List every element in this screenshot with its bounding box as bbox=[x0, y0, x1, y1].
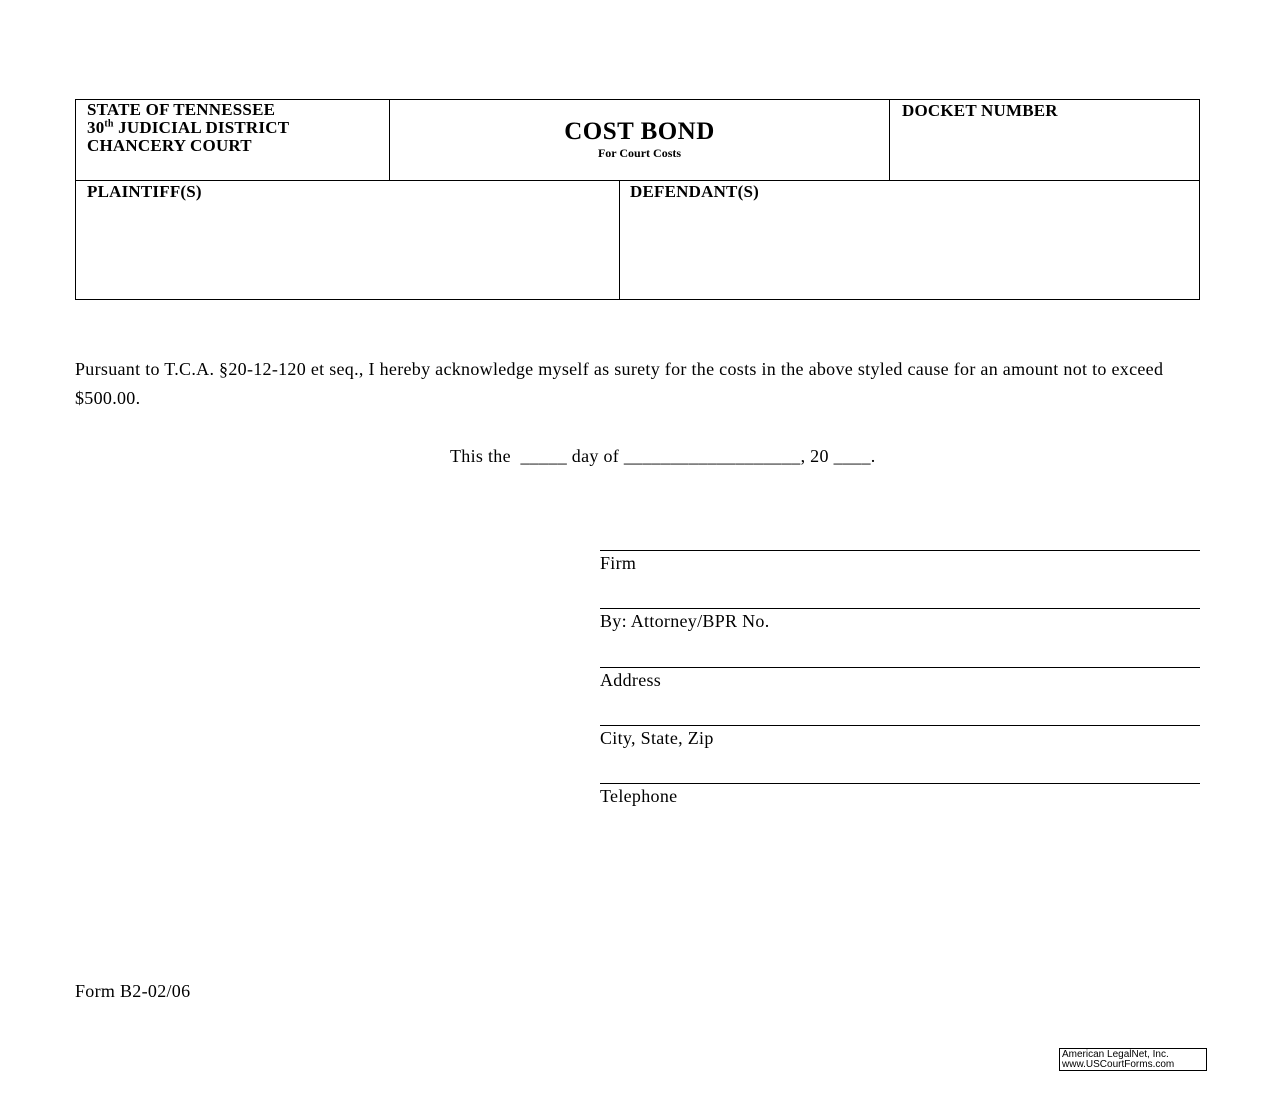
docket-number-label: DOCKET NUMBER bbox=[902, 101, 1058, 120]
publisher-name: American LegalNet, Inc. bbox=[1062, 1049, 1169, 1060]
court-district bbox=[87, 119, 387, 137]
city-state-zip-label: City, State, Zip bbox=[600, 728, 714, 748]
form-title: COST BOND bbox=[564, 118, 715, 145]
caption-table bbox=[75, 99, 1200, 300]
attorney-label: By: Attorney/BPR No. bbox=[600, 611, 770, 631]
defendant-field[interactable] bbox=[620, 204, 1200, 300]
publisher-url: www.USCourtForms.com bbox=[1062, 1059, 1175, 1070]
docket-number-field[interactable] bbox=[890, 124, 1200, 180]
publisher-footer bbox=[1059, 1048, 1207, 1071]
telephone-line[interactable] bbox=[600, 783, 1200, 784]
surety-paragraph: Pursuant to T.C.A. §20-12-120 et seq., I hereby acknowledge myself as surety for the costs in the above styled cause for an amount not to exceed $500.00. bbox=[75, 359, 1164, 408]
court-info bbox=[87, 101, 387, 155]
firm-label: Firm bbox=[600, 553, 637, 573]
title-block bbox=[390, 118, 889, 161]
district-number: 30 bbox=[87, 118, 105, 137]
plaintiff-label: PLAINTIFF(S) bbox=[87, 182, 202, 201]
district-ordinal: th bbox=[104, 118, 114, 130]
defendant-label: DEFENDANT(S) bbox=[630, 182, 759, 201]
city-state-zip-line[interactable] bbox=[600, 725, 1200, 726]
firm-line[interactable] bbox=[600, 550, 1200, 551]
court-state: STATE OF TENNESSEE bbox=[87, 100, 276, 119]
address-label: Address bbox=[600, 670, 662, 690]
address-line[interactable] bbox=[600, 667, 1200, 668]
form-number: Form B2-02/06 bbox=[75, 981, 191, 1001]
telephone-label: Telephone bbox=[600, 786, 678, 806]
district-text: JUDICIAL DISTRICT bbox=[113, 118, 290, 137]
attorney-line[interactable] bbox=[600, 608, 1200, 609]
court-name: CHANCERY COURT bbox=[87, 136, 252, 155]
plaintiff-field[interactable] bbox=[76, 204, 619, 300]
date-line: This the _____ day of ___________________, 20 ____. bbox=[450, 446, 876, 466]
form-subtitle: For Court Costs bbox=[597, 146, 682, 160]
divider bbox=[76, 180, 1199, 181]
